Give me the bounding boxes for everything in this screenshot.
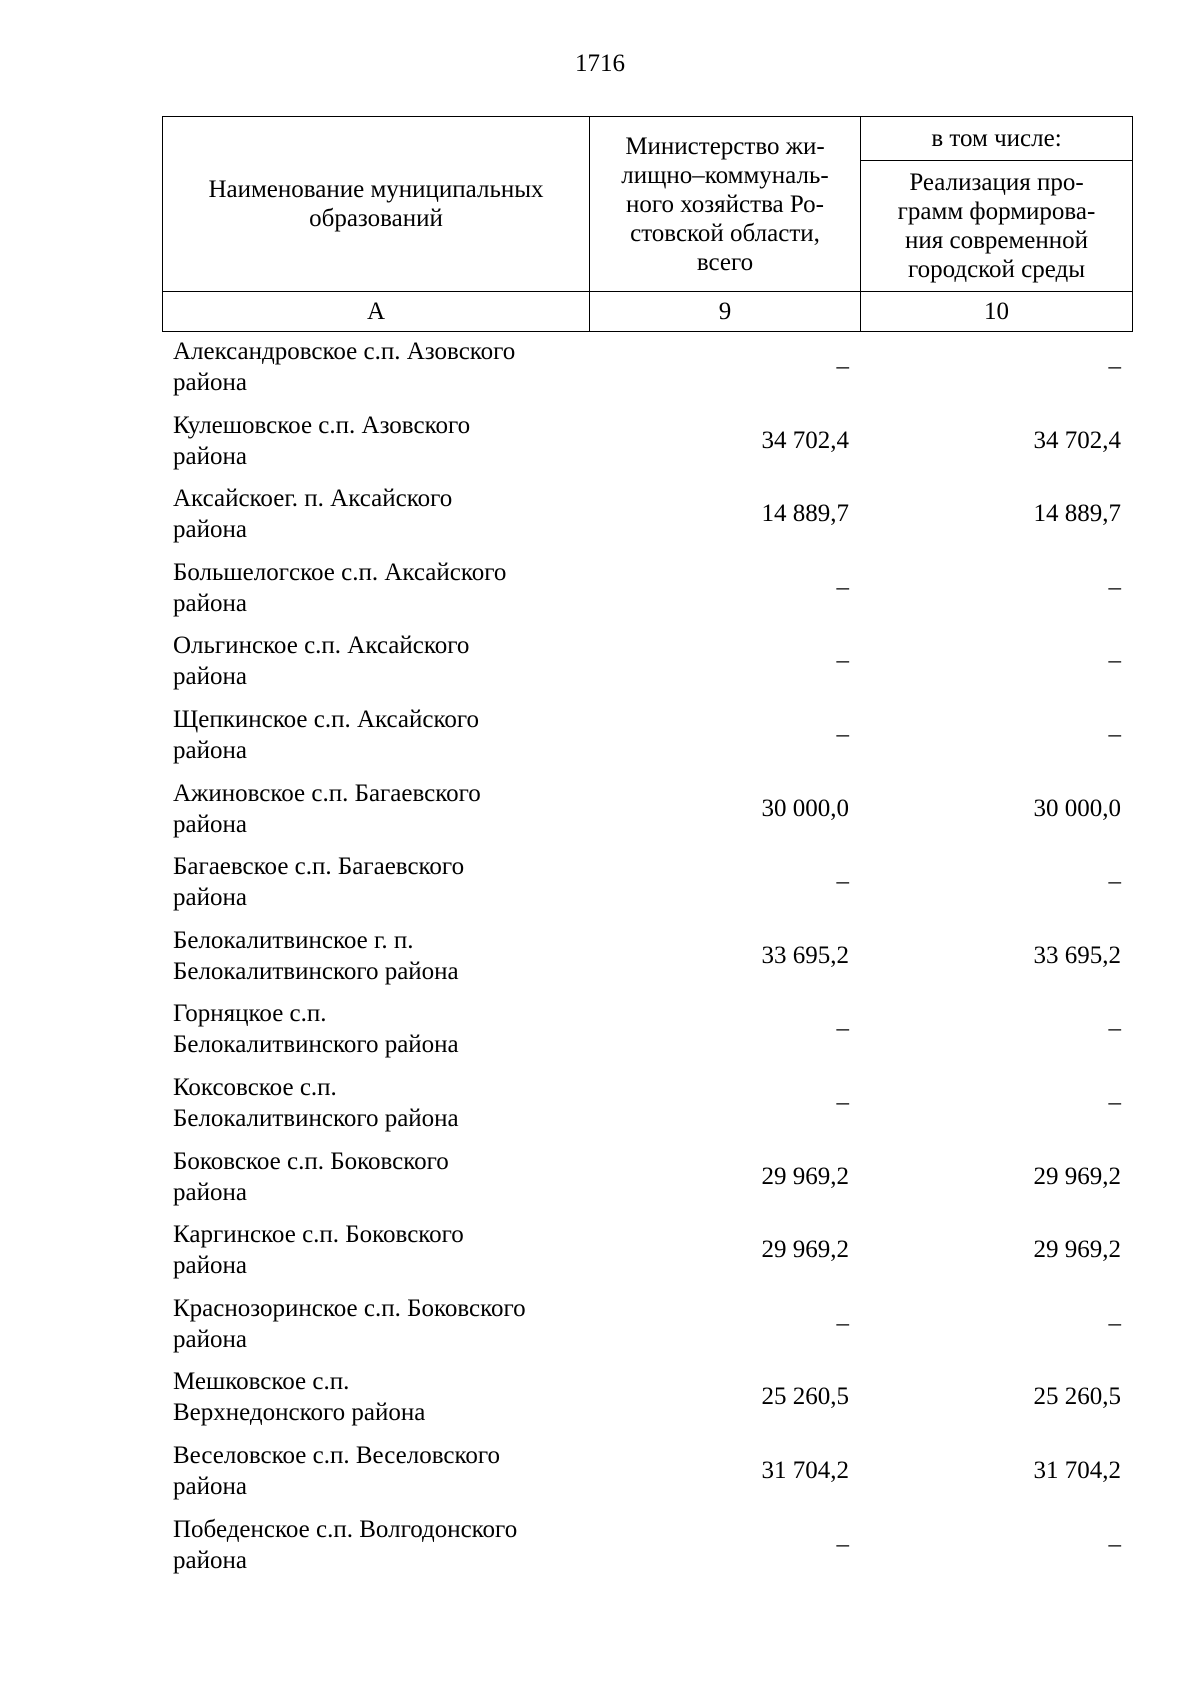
row-name: Ажиновское с.п. Багаевского района <box>173 779 481 838</box>
header-name: Наименование муниципальных образований <box>163 117 590 292</box>
row-total: 30 000,0 <box>761 794 849 822</box>
table-body <box>162 336 1132 1587</box>
table-row <box>162 925 1132 999</box>
row-program: 34 702,4 <box>1033 426 1121 454</box>
table-row <box>162 998 1132 1072</box>
row-total: – <box>836 868 849 896</box>
row-program: 29 969,2 <box>1033 1236 1121 1264</box>
table-row <box>162 630 1132 704</box>
table-row <box>162 1072 1132 1146</box>
row-total: – <box>836 647 849 675</box>
row-program: 29 969,2 <box>1033 1162 1121 1190</box>
row-name: Коксовское с.п. Белокалитвинского района <box>173 1073 459 1132</box>
row-name: Боковское с.п. Боковского района <box>173 1147 449 1206</box>
table-row <box>162 483 1132 557</box>
row-program: – <box>1108 1015 1121 1043</box>
row-program: – <box>1108 1530 1121 1558</box>
row-total: – <box>836 353 849 380</box>
table-row <box>162 778 1132 852</box>
row-name: Краснозоринское с.п. Боковского района <box>173 1294 526 1353</box>
table-row <box>162 1366 1132 1440</box>
row-name: Веселовское с.п. Веселовского района <box>173 1441 501 1500</box>
row-name: Александровское с.п. Азовского района <box>173 338 516 396</box>
row-program: – <box>1108 1309 1121 1337</box>
row-total: – <box>836 573 849 601</box>
header-index-9: 9 <box>590 292 861 332</box>
row-name: Мешковское с.п. Верхнедонского района <box>173 1368 426 1427</box>
row-name: Кулешовское с.п. Азовского района <box>173 411 471 470</box>
row-total: – <box>836 1309 849 1337</box>
row-total: 14 889,7 <box>761 500 849 528</box>
row-program: 30 000,0 <box>1033 794 1121 822</box>
header-ministry-total: Министерство жи- лищно–коммуналь- ного хозяйства Ро- стовской области, всего <box>590 117 861 292</box>
table-row <box>162 1514 1132 1588</box>
row-total: – <box>836 720 849 748</box>
row-program: – <box>1108 647 1121 675</box>
row-program: – <box>1108 573 1121 601</box>
row-total: 25 260,5 <box>761 1383 849 1411</box>
table-header <box>162 116 1133 332</box>
row-name: Белокалитвинское г. п. Белокалитвинского района <box>173 926 459 985</box>
row-name: Багаевское с.п. Багаевского района <box>173 853 465 912</box>
row-name: Аксайскоег. п. Аксайского района <box>173 485 453 544</box>
row-name: Победенское с.п. Волгодонского района <box>173 1515 518 1574</box>
table-row <box>162 557 1132 631</box>
row-name: Каргинское с.п. Боковского района <box>173 1221 464 1280</box>
row-total: – <box>836 1530 849 1558</box>
header-index-a: А <box>163 292 590 332</box>
table-row <box>162 410 1132 484</box>
page-number: 1716 <box>575 50 625 77</box>
row-program: – <box>1108 868 1121 896</box>
row-program: – <box>1108 1088 1121 1116</box>
row-program: 33 695,2 <box>1033 941 1121 969</box>
table-row <box>162 1293 1132 1367</box>
header-program: Реализация про- грамм формирова- ния современной городской среды <box>861 161 1133 292</box>
row-name: Щепкинское с.п. Аксайского района <box>173 705 480 764</box>
row-total: 29 969,2 <box>761 1236 849 1264</box>
row-total: – <box>836 1015 849 1043</box>
row-name: Горняцкое с.п. Белокалитвинского района <box>173 1000 459 1059</box>
row-program: 31 704,2 <box>1033 1456 1121 1484</box>
table-row <box>162 336 1132 410</box>
row-total: 29 969,2 <box>761 1162 849 1190</box>
row-program: – <box>1108 720 1121 748</box>
row-program: 14 889,7 <box>1033 500 1121 528</box>
row-name: Большелогское с.п. Аксайского района <box>173 558 507 617</box>
table-row <box>162 704 1132 778</box>
table-row <box>162 1146 1132 1220</box>
row-total: 31 704,2 <box>761 1456 849 1484</box>
row-program: 25 260,5 <box>1033 1383 1121 1411</box>
table-row <box>162 851 1132 925</box>
row-total: 34 702,4 <box>761 426 849 454</box>
header-including: в том числе: <box>861 117 1133 161</box>
row-name: Ольгинское с.п. Аксайского района <box>173 632 470 691</box>
row-program: – <box>1108 353 1121 380</box>
row-total: – <box>836 1088 849 1116</box>
table-row <box>162 1440 1132 1514</box>
row-total: 33 695,2 <box>761 941 849 969</box>
table-row <box>162 1219 1132 1293</box>
header-index-10: 10 <box>861 292 1133 332</box>
